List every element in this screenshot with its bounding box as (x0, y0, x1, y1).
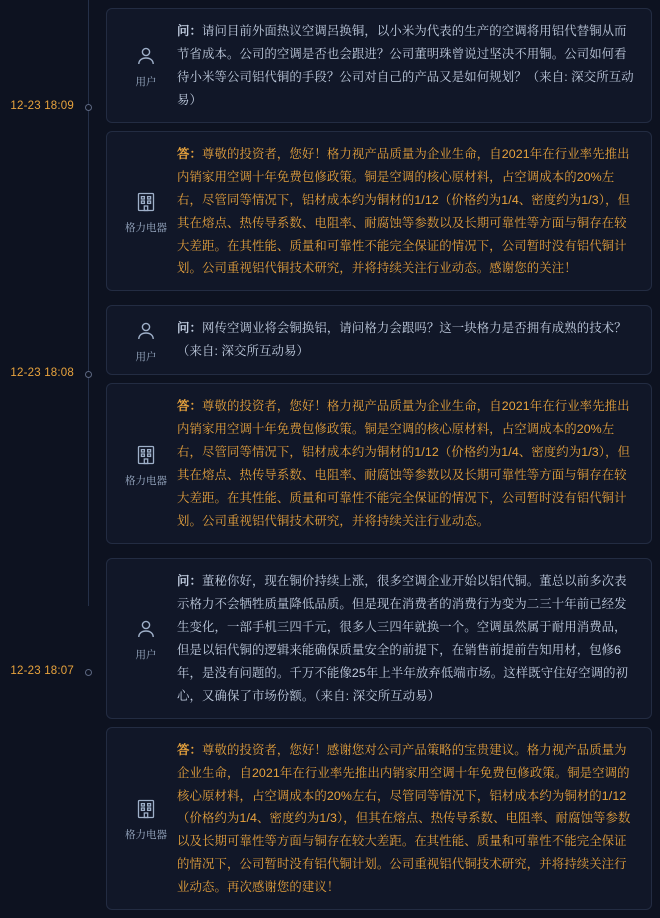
question-text (177, 316, 639, 364)
avatar-block (115, 142, 177, 281)
answer-lead: 答： (177, 146, 202, 161)
timestamp: 12-23 18:08 (10, 367, 74, 380)
message-card-answer[interactable] (106, 383, 652, 544)
building-icon (133, 189, 159, 215)
avatar-block (115, 738, 177, 900)
question-body: 网传空调业将会铜换铝，请问格力会跟吗？这一块格力是否拥有成熟的技术？（来自: 深交所互动易） (177, 321, 627, 359)
answer-text (177, 738, 639, 900)
building-icon (133, 442, 159, 468)
avatar-label: 格力电器 (125, 222, 167, 235)
question-body: 董秘你好，现在铜价持续上涨，很多空调企业开始以铝代铜。董总以前多次表示格力不会牺牲质量降低品质。但是现在消费者的消费行为变为二三十年前已经发生变化，一部手机三四千元，很多人三四年就换一个。空调虽然属于耐用消费品，但是以铝代铜的逻辑来能确保质量安全的前提下，在销售前提前告知用材，包修6年，是没有问题的。千万不能像25年上半年放弃低端市场。这样既守住好空调的初心，又确保了市场份额。（来自: 深交所互动易） (177, 574, 629, 703)
answer-text (177, 142, 639, 281)
avatar-label: 用户 (135, 76, 157, 89)
answer-lead: 答： (177, 742, 202, 757)
timeline-group (0, 558, 660, 918)
question-lead: 问： (177, 574, 202, 588)
avatar-block (115, 19, 177, 112)
building-icon (133, 796, 159, 822)
avatar-label: 格力电器 (125, 829, 167, 842)
message-card-answer[interactable] (106, 727, 652, 911)
message-card-answer[interactable] (106, 131, 652, 292)
message-card-question[interactable] (106, 8, 652, 123)
avatar-block (115, 569, 177, 708)
question-lead: 问： (177, 24, 202, 38)
user-icon (133, 616, 159, 642)
avatar-label: 用户 (135, 351, 157, 364)
answer-lead: 答： (177, 399, 202, 414)
message-list (88, 305, 660, 552)
question-body: 请问目前外面热议空调呂换铜，以小米为代表的生产的空调将用铝代替铜从而节省成本。公司的空调是否也会跟进？公司董明珠曾说过坚决不用铜。公司如何看待小米等公司铝代铜的手段？公司对自己的产品又是如何规划？（来自: 深交所互动易） (177, 24, 634, 107)
message-list (88, 558, 660, 918)
timestamp: 12-23 18:07 (10, 665, 74, 677)
user-icon (133, 43, 159, 69)
avatar-block (115, 316, 177, 364)
question-lead: 问： (177, 321, 202, 336)
timestamp: 12-23 18:09 (10, 100, 74, 112)
user-icon (133, 318, 159, 344)
answer-body: 尊敬的投资者，您好！格力视产品质量为企业生命，自2021年在行业率先推出内销家用空调十年免费包修政策。铜是空调的核心原材料，占空调成本的20%左右，尽管同等情况下，铝材成本约为铜材的1/12（价格约为1/4、密度约为1/3），但其在熔点、热传导系数、电阻率、耐腐蚀等参数以及长期可靠性等方面与铜存在较大差距。在其性能、质量和可靠性不能完全保证的情况下，公司暂时没有铝代铜计划。公司重视铝代铜技术研究，并将持续关注行业动态。感谢您的关注！ (177, 146, 631, 276)
answer-body: 尊敬的投资者，您好！感谢您对公司产品策略的宝贵建议。格力视产品质量为企业生命，自2021年在行业率先推出内销家用空调十年免费包修政策。铜是空调的核心原材料，占空调成本的20%左右，尽管同等情况下，铝材成本约为铜材的1/12（价格约为1/4、密度约为1/3），但其在熔点、热传导系数、电阻率、耐腐蚀等参数以及长期可靠性等方面与铜存在较大差距。在其性能、质量和可靠性不能完全保证的情况下，公司暂时没有铝代铜计划。公司重视铝代铜技术研究，并将持续关注行业动态。再次感谢您的建议！ (177, 742, 631, 895)
avatar-block (115, 394, 177, 533)
message-card-question[interactable] (106, 558, 652, 719)
timeline-group (0, 305, 660, 552)
timeline-dot (85, 669, 92, 676)
question-text (177, 19, 639, 112)
avatar-label: 用户 (135, 649, 157, 662)
answer-body: 尊敬的投资者，您好！格力视产品质量为企业生命，自2021年在行业率先推出内销家用空调十年免费包修政策。铜是空调的核心原材料，占空调成本的20%左右，尽管同等情况下，铝材成本约为铜材的1/12（价格约为1/4、密度约为1/3），但其在熔点、热传导系数、电阻率、耐腐蚀等参数以及长期可靠性等方面与铜存在较大差距。在其性能、质量和可靠性不能完全保证的情况下，公司暂时没有铝代铜计划。公司重视铝代铜技术研究，并将持续关注行业动态。 (177, 399, 631, 529)
message-list (88, 8, 660, 299)
question-text (177, 569, 639, 708)
message-card-question[interactable] (106, 305, 652, 375)
answer-text (177, 394, 639, 533)
timeline-group (0, 0, 660, 299)
avatar-label: 格力电器 (125, 474, 167, 487)
timeline-dot (85, 104, 92, 111)
